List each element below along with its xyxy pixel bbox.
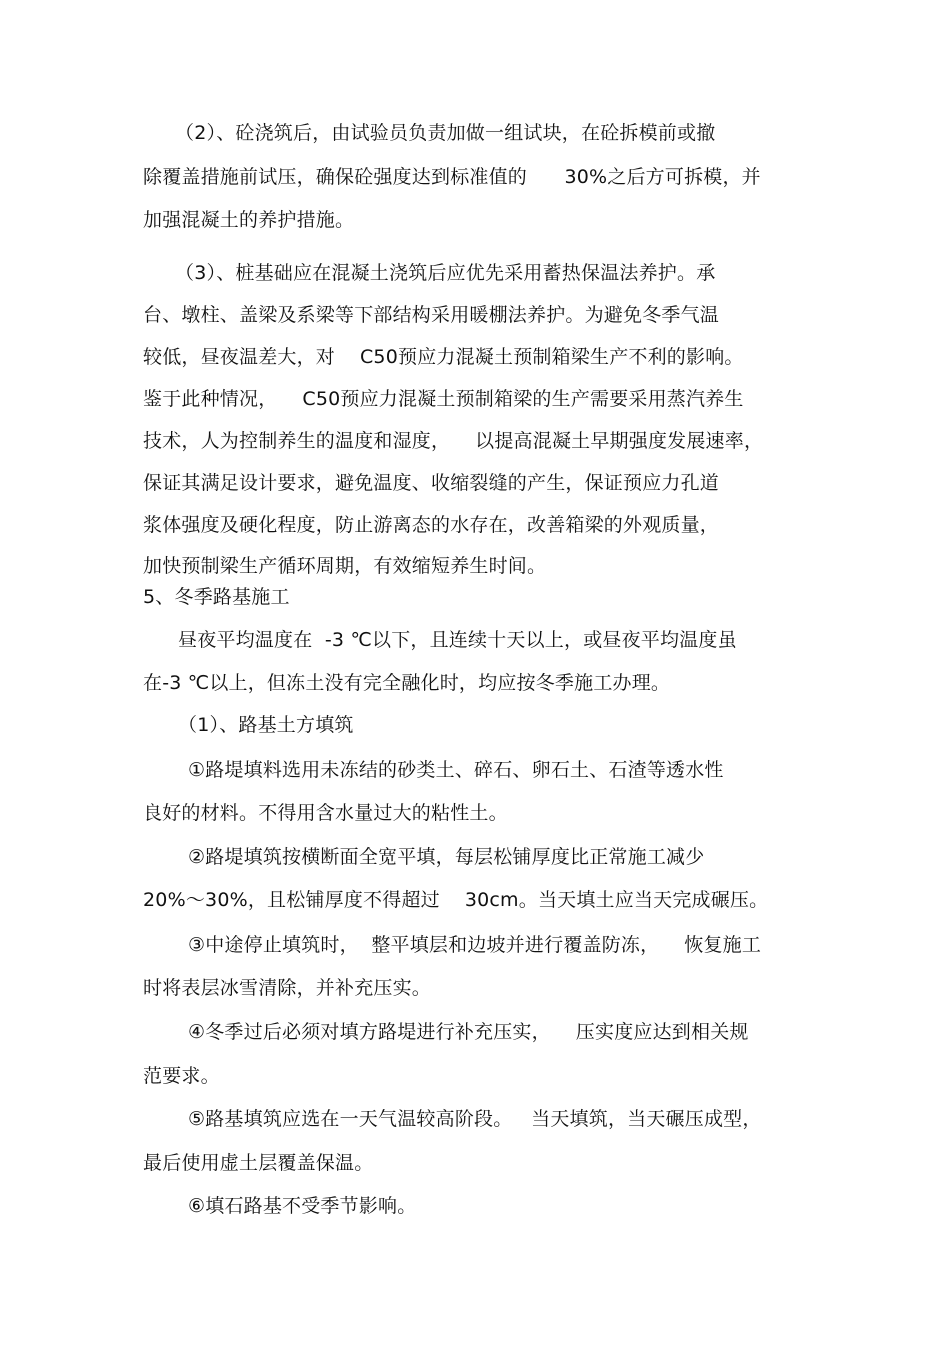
text-line: 加快预制梁生产循环周期，有效缩短养生时间。 xyxy=(143,555,547,577)
text-line: 在-3 ℃以上，但冻土没有完全融化时，均应按冬季施工办理。 xyxy=(143,672,671,694)
subsection-heading: （1）、路基土方填筑 xyxy=(178,714,354,736)
text-line: 范要求。 xyxy=(143,1065,220,1087)
text-line: ⑥填石路基不受季节影响。 xyxy=(188,1195,417,1217)
text-line: ③中途停止填筑时， 整平填层和边坡并进行覆盖防冻， 恢复施工 xyxy=(188,934,762,956)
text-line: （3）、桩基础应在混凝土浇筑后应优先采用蓄热保温法养护。承 xyxy=(175,262,716,284)
text-line: 昼夜平均温度在 -3 ℃以下，且连续十天以上，或昼夜平均温度虽 xyxy=(178,629,737,651)
text-line: 良好的材料。不得用含水量过大的粘性土。 xyxy=(143,802,508,824)
text-line: 加强混凝土的养护措施。 xyxy=(143,209,355,231)
text-line: 保证其满足设计要求，避免温度、收缩裂缝的产生，保证预应力孔道 xyxy=(143,472,720,494)
text-line: 时将表层冰雪清除，并补充压实。 xyxy=(143,977,432,999)
section-heading: 5、冬季路基施工 xyxy=(143,586,290,608)
text-line: 20%～30%，且松铺厚度不得超过 30cm。当天填土应当天完成碾压。 xyxy=(143,889,769,911)
text-line: 浆体强度及硬化程度，防止游离态的水存在，改善箱梁的外观质量， xyxy=(143,514,720,536)
text-line: 鉴于此种情况， C50预应力混凝土预制箱梁的生产需要采用蒸汽养生 xyxy=(143,388,744,410)
text-line: 较低，昼夜温差大，对 C50预应力混凝土预制箱梁生产不利的影响。 xyxy=(143,346,744,368)
text-line: 最后使用虚土层覆盖保温。 xyxy=(143,1152,374,1174)
text-line: ④冬季过后必须对填方路堤进行补充压实， 压实度应达到相关规 xyxy=(188,1021,749,1043)
text-line: （2）、砼浇筑后，由试验员负责加做一组试块，在砼拆模前或撤 xyxy=(175,122,716,144)
text-line: ⑤路基填筑应选在一天气温较高阶段。 当天填筑，当天碾压成型， xyxy=(188,1108,762,1130)
text-line: 台、墩柱、盖梁及系梁等下部结构采用暖棚法养护。为避免冬季气温 xyxy=(143,304,720,326)
text-line: ②路堤填筑按横断面全宽平填，每层松铺厚度比正常施工减少 xyxy=(188,846,705,868)
text-line: 除覆盖措施前试压，确保砼强度达到标准值的 30%之后方可拆模，并 xyxy=(143,166,761,188)
text-line: ①路堤填料选用未冻结的砂类土、碎石、卵石土、石渣等透水性 xyxy=(188,759,724,781)
text-line: 技术，人为控制养生的温度和湿度， 以提高混凝土早期强度发展速率， xyxy=(143,430,764,452)
